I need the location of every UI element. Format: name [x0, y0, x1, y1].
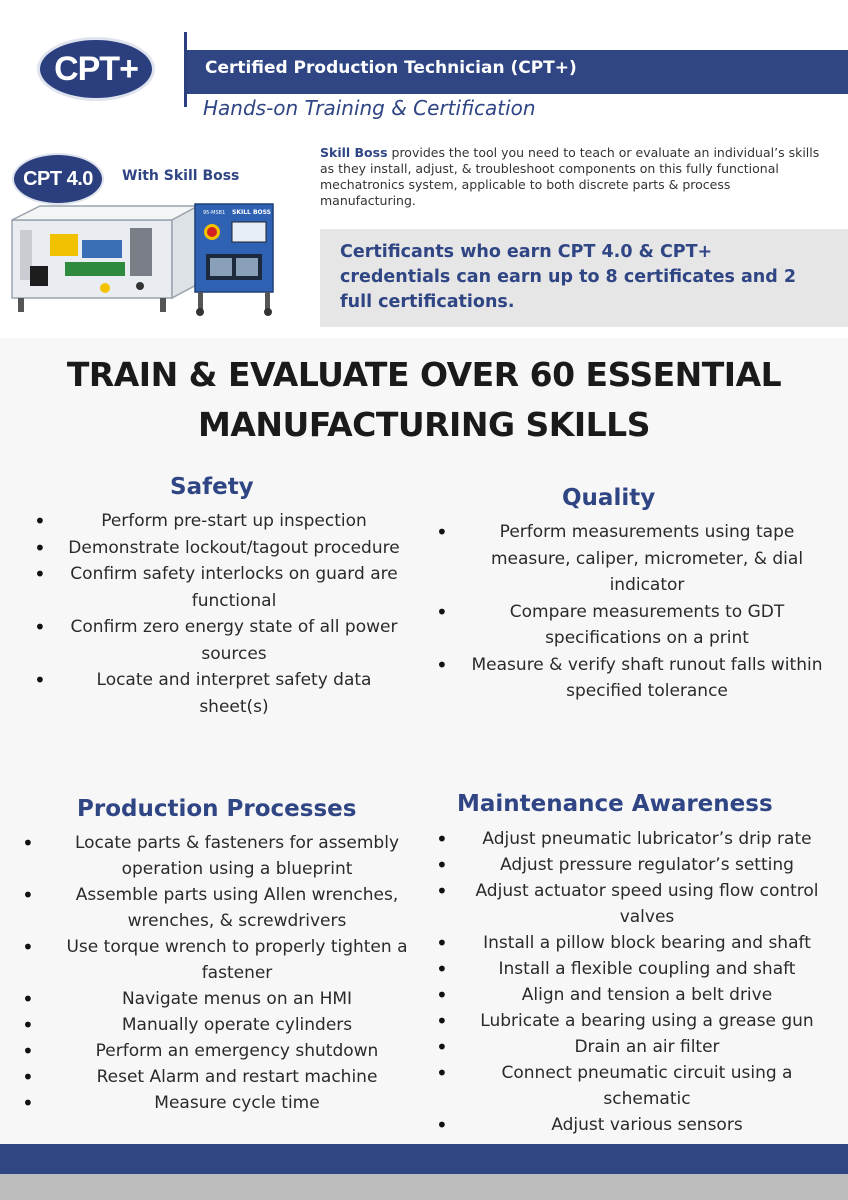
list-item: • Confirm safety interlocks on guard are functional — [30, 561, 408, 614]
headline-line-1: TRAIN & EVALUATE OVER 60 ESSENTIAL — [66, 355, 782, 394]
quality-title: Quality — [562, 485, 656, 511]
list-item: • Confirm zero energy state of all power sources — [30, 614, 408, 667]
production-processes-title: Production Processes — [77, 796, 357, 822]
list-item: • Perform measurements using tape measure, caliper, micrometer, & dial indicator — [436, 519, 836, 599]
cpt-4-logo — [12, 153, 104, 205]
skill-boss-name: Skill Boss — [320, 145, 388, 160]
with-skill-boss-label: With Skill Boss — [122, 168, 240, 184]
list-item: • Locate and interpret safety data sheet(s) — [30, 667, 408, 720]
list-item: • Measure & verify shaft runout falls within specified tolerance — [436, 652, 836, 705]
list-item: • Navigate menus on an HMI — [18, 986, 426, 1012]
footer-blue-bar — [0, 1144, 848, 1174]
safety-list — [30, 508, 408, 720]
maintenance-awareness-title: Maintenance Awareness — [457, 791, 773, 817]
list-item: • Drain an air filter — [436, 1034, 836, 1060]
page-subtitle: Hands-on Training & Certification — [203, 96, 536, 120]
panel-name-text: SKILL BOSS — [232, 209, 271, 216]
list-item: • Perform pre-start up inspection — [30, 508, 408, 535]
list-item: • Perform an emergency shutdown — [18, 1038, 426, 1064]
skills-headline — [0, 350, 848, 450]
list-item: • Align and tension a belt drive — [436, 982, 836, 1008]
headline-line-2: MANUFACTURING SKILLS — [198, 405, 650, 444]
list-item: • Adjust pressure regulator’s setting — [436, 852, 836, 878]
safety-title: Safety — [170, 474, 254, 500]
footer-gray-bar — [0, 1174, 848, 1200]
list-item: • Use torque wrench to properly tighten a fastener — [18, 934, 426, 986]
panel-model-text: 95-MSB1 — [203, 210, 226, 216]
list-item: • Compare measurements to GDT specifications on a print — [436, 599, 836, 652]
skill-boss-description — [320, 145, 820, 209]
certification-callout-text: Certificants who earn CPT 4.0 & CPT+ credentials can earn up to 8 certificates and 2 full certifications. — [340, 242, 797, 312]
list-item: • Connect pneumatic circuit using a schematic — [436, 1060, 836, 1112]
list-item: • Manually operate cylinders — [18, 1012, 426, 1038]
skill-boss-machine-image — [10, 200, 300, 320]
list-item: • Assemble parts using Allen wrenches, wrenches, & screwdrivers — [18, 882, 426, 934]
list-item: • Adjust various sensors — [436, 1112, 836, 1138]
list-item: • Adjust pneumatic lubricator’s drip rate — [436, 826, 836, 852]
list-item: • Demonstrate lockout/tagout procedure — [30, 535, 408, 562]
description-text: provides the tool you need to teach or evaluate an individual’s skills as they install, adjust, & troubleshoot components on this fully functional mechatronics system, applicable to both discrete parts & process manufacturing. — [320, 145, 820, 208]
list-item: • Install a flexible coupling and shaft — [436, 956, 836, 982]
page-title: Certified Production Technician (CPT+) — [205, 58, 577, 78]
list-item: • Locate parts & fasteners for assembly operation using a blueprint — [18, 830, 426, 882]
quality-list — [436, 519, 836, 705]
cpt-plus-logo-text: CPT+ — [54, 49, 138, 88]
maintenance-awareness-list — [436, 826, 836, 1138]
cpt-4-logo-text: CPT 4.0 — [23, 167, 93, 190]
list-item: • Measure cycle time — [18, 1090, 426, 1116]
list-item: • Reset Alarm and restart machine — [18, 1064, 426, 1090]
list-item: • Install a pillow block bearing and shaft — [436, 930, 836, 956]
production-processes-list — [18, 830, 426, 1116]
list-item: • Adjust actuator speed using flow control valves — [436, 878, 836, 930]
list-item: • Lubricate a bearing using a grease gun — [436, 1008, 836, 1034]
cpt-plus-logo — [37, 37, 155, 101]
